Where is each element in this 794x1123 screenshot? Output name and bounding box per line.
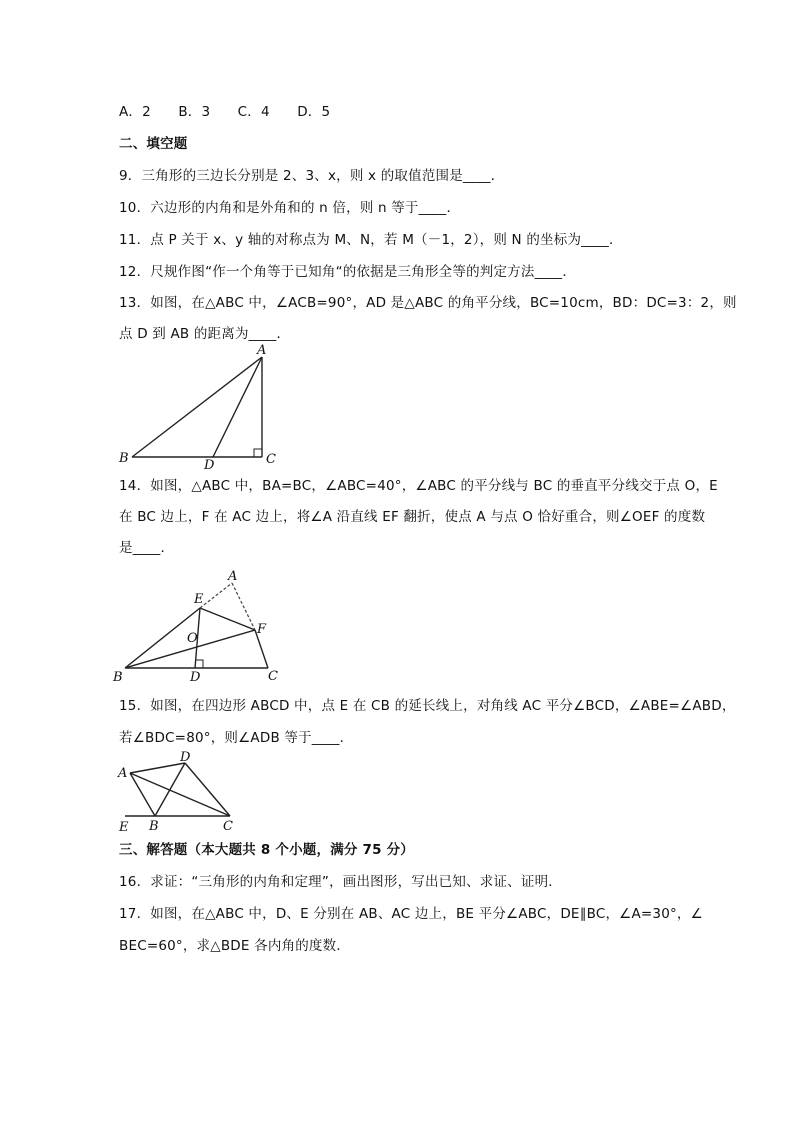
label-o: O (187, 631, 198, 646)
segment-ac (130, 773, 230, 816)
label-b: B (113, 670, 123, 685)
question-14-line-2: 在 BC 边上，F 在 AC 边上，将∠A 沿直线 EF 翻折，使点 A 与点 O 恰好重合，则∠OEF 的度数 (119, 509, 706, 525)
segment-ab (130, 773, 155, 816)
label-e: E (194, 592, 204, 607)
question-12: 12．尺规作图“作一个角等于已知角“的依据是三角形全等的判定方法____． (119, 264, 577, 280)
label-b: B (119, 451, 129, 466)
label-a: A (228, 569, 238, 584)
label-c: C (268, 669, 278, 684)
segment-ad (213, 357, 262, 457)
question-11: 11．点 P 关于 x、y 轴的对称点为 M、N，若 M（－1，2），则 N 的坐标为____． (119, 232, 623, 248)
question-14-line-1: 14．如图，△ABC 中，BA=BC，∠ABC=40°，∠ABC 的平分线与 BC 的垂直平分线交于点 O，E (119, 478, 718, 494)
dashed-ea (200, 583, 232, 608)
q8-options: A．2 B．3 C．4 D．5 (119, 104, 331, 120)
label-b: B (149, 819, 159, 834)
question-17-line-1: 17．如图，在△ABC 中，D、E 分别在 AB、AC 边上，BE 平分∠ABC，DE∥BC，∠A=30°，∠ (119, 906, 703, 922)
label-c: C (266, 452, 276, 467)
label-d: D (190, 670, 201, 685)
question-17-line-2: BEC=60°，求△BDE 各内角的度数． (119, 938, 351, 954)
question-9: 9．三角形的三边长分别是 2、3、x，则 x 的取值范围是____． (119, 168, 505, 184)
dashed-af (232, 583, 255, 630)
segment-bd (155, 763, 185, 816)
segment-ab (132, 357, 262, 457)
label-c: C (223, 819, 233, 834)
figure-q13 (110, 340, 290, 473)
label-a: A (257, 343, 267, 358)
question-13-line-2: 点 D 到 AB 的距离为____． (119, 326, 291, 342)
question-13-line-1: 13．如图，在△ABC 中，∠ACB=90°，AD 是△ABC 的角平分线，BC=10cm，BD：DC=3：2，则 (119, 295, 737, 311)
segment-ad (130, 763, 185, 773)
segment-ef (200, 608, 255, 630)
right-angle-mark (254, 449, 262, 457)
question-14-line-3: 是____． (119, 540, 175, 556)
label-e: E (119, 820, 129, 835)
question-10: 10．六边形的内角和是外角和的 n 倍，则 n 等于____． (119, 200, 461, 216)
figure-q14 (110, 565, 290, 685)
segment-dc (185, 763, 230, 816)
figure-q15 (110, 748, 250, 838)
question-15-line-2: 若∠BDC=80°，则∠ADB 等于____． (119, 730, 354, 746)
question-16: 16．求证：“三角形的内角和定理”，画出图形，写出已知、求证、证明． (119, 874, 562, 890)
section-fill-blank-title: 二、填空题 (119, 136, 188, 152)
section-solution-title: 三、解答题（本大题共 8 个小题，满分 75 分） (119, 842, 414, 858)
label-d: D (180, 750, 191, 765)
question-15-line-1: 15．如图，在四边形 ABCD 中，点 E 在 CB 的延长线上，对角线 AC 平分∠BCD，∠ABE=∠ABD， (119, 698, 736, 714)
label-f: F (257, 622, 267, 637)
label-d: D (204, 458, 215, 473)
label-a: A (118, 766, 128, 781)
